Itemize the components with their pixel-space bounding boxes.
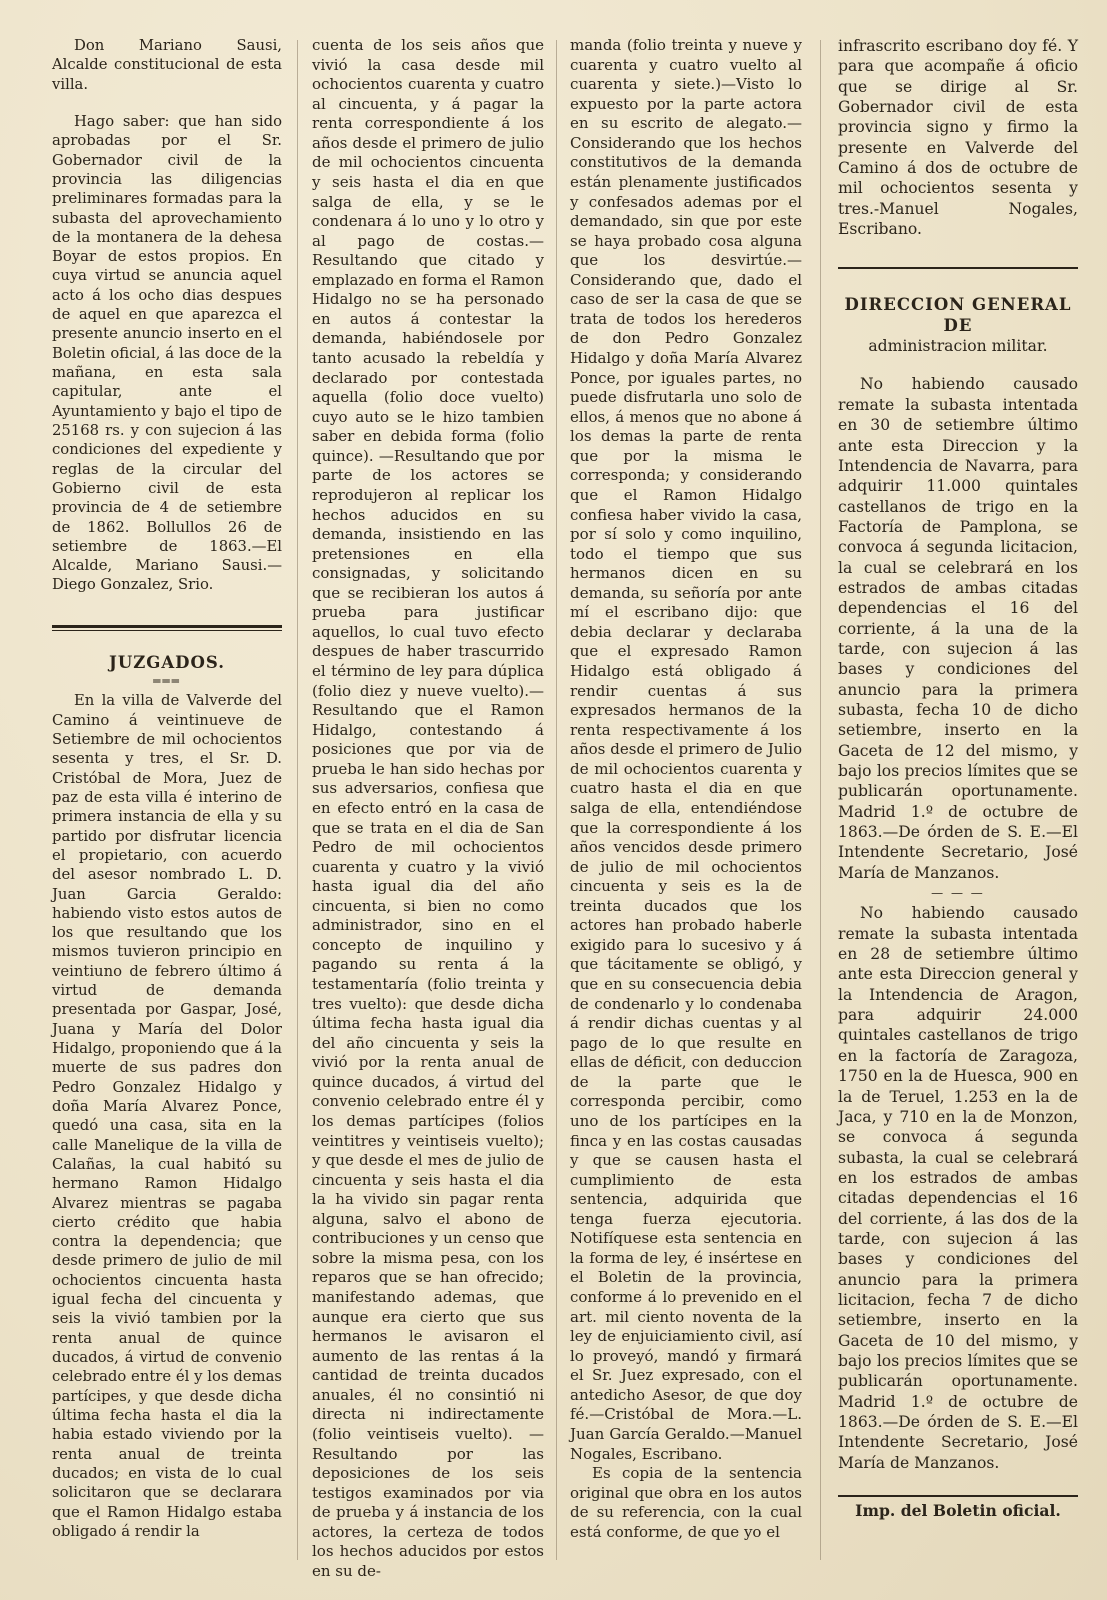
notice-navarra: No habiendo causado remate la subasta intentada en 30 de setiembre último ante esta Direccion y la Intendencia de Navarra, para adquirir 11.000 quintales castellanos de trigo en la Factoría de Pamplona, se convoca á segunda licitacion, la cual se celebrará en los estrados de ambas citadas dependencias el 16 del corriente, á la una de la tarde, con sujecion á las bases y condiciones del anuncio para la primera subasta, fecha 10 de dicho setiembre, inserto en la Gaceta de 12 del mismo, y bajo los precios límites que se publicarán oportunamente. Madrid 1.º de octubre de 1863.—De órden de S. E.—El Intendente Secretario, José María de Manzanos. — [838, 375, 1078, 882]
copy-certification: Es copia de la sentencia original que obra en los autos de su referencia, con la cual está conforme, de que yo el — [570, 1464, 802, 1541]
notice-aragon: No habiendo causado remate la subasta intentada en 28 de setiembre último ante esta Direccion general y la Intendencia de Aragon, para adquirir 24.000 quintales castellanos de trigo en la factoría de Zaragoza, 1750 en la de Huesca, 900 en la de Teruel, 1.253 en la de Jaca, y 710 en la de Monzon, se convoca á segunda subasta, la cual se celebrará en los estrados de ambas citadas dependencias el 16 del corriente, á las dos de la tarde, con sujecion á las bases y condiciones del anuncio para la primera licitacion, fecha 7 de dicho setiembre, inserto en la Gaceta de 10 del mismo, y bajo los precios límites que se publicarán oportunamente. Madrid 1.º de octubre de 1863.—De órden de S. E.—El Intendente Secretario, José María de Manzanos. — [838, 904, 1078, 1472]
certification-closing: infrascrito escribano doy fé. Y para que acompañe á oficio que se dirige al Sr. Gobernador civil de esta provincia signo y firmo la presente en Valverde del Camino á dos de octubre de mil ochocientos sesenta y tres.-Manuel Nogales, Escribano. — [838, 37, 1078, 239]
footer-rule — [838, 1495, 1078, 1497]
printer-imprint: Imp. del Boletin oficial. — [855, 1501, 1061, 1521]
ruling-text-start: En la villa de Valverde del Camino á veintinueve de Setiembre de mil ochocientos sesenta y tres, el Sr. D. Cristóbal de Mora, Juez de paz de esta villa é interino de primera instancia de ella y su partido por disfrutar licencia el propietario, con acuerdo del asesor nombrado L. D. Juan Garcia Geraldo: habiendo visto estos autos de los que resultando que los mismos tuvieron principio en veintiuno de febrero último á virtud de demanda presentada por Gaspar, José, Juana y María del Dolor Hidalgo, proponiendo que á la muerte de sus padres don Pedro Gonzalez Hidalgo y doña María Alvarez Ponce, quedó una casa, sita en la calle Manelique de la villa de Calañas, la cual habitó su hermano Ramon Hidalgo Alvarez mientras se pagaba cierto crédito que habia contra la dependencia; que desde primero de julio de mil ochocientos cincuenta hasta igual fecha del cincuenta y seis la vivió tambien por la renta anual de quince ducados, á virtud de convenio celebrado entre él y los demas partícipes, y que desde dicha última fecha hasta el dia la habia estado viviendo por la renta anual de treinta ducados; en vista de lo cual solicitaron que se declarara que el Ramon Hidalgo estaba obligado á rendir la — [52, 692, 282, 1540]
ruling-text-continued: cuenta de los seis años que vivió la casa desde mil ochocientos cuarenta y cuatro al cincuenta, y á pagar la renta correspondiente á los años desde el primero de julio de mil ochocientos cincuenta y seis hasta el dia en que salga de ella, y se le condenara á lo uno y lo otro y al pago de costas.—Resultando que citado y emplazado en forma el Ramon Hidalgo no se ha personado en autos á contestar la demanda, habiéndosele por tanto acusado la rebeldía y declarado por contestada aquella (folio doce vuelto) cuyo auto se le hizo tambien saber en debida forma (folio quince). —Resultando que por parte de los actores se reprodujeron al replicar los hechos aducidos en su demanda, insistiendo en las pretensiones en ella consignadas, y solicitando que se recibieran los autos á prueba para justificar aquellos, lo cual tuvo efecto despues de haber trascurrido el término de ley para dúplica (folio diez y nueve vuelto).—Resultando que el Ramon Hidalgo, contestando á posiciones que por via de prueba le han sido hechas por sus adversarios, confiesa que en efecto entró en la casa de que se trata en el dia de San Pedro de mil ochocientos cuarenta y cuatro y la vivió hasta igual dia del año cincuenta, si bien no como administrador, sino en el concepto de inquilino y pagando su renta á la testamentaría (folio treinta y tres vuelto): que desde dicha última fecha hasta igual dia del año cincuenta y seis la vivió por la renta anual de quince ducados, á virtud del convenio celebrado entre él y los demas partícipes (folios veintitres y veintiseis vuelto); y que desde el mes de julio de cincuenta y seis hasta el dia la ha vivido sin pagar renta alguna, salvo el abono de contribuciones y un censo que sobre la misma pesa, con los reparos que se han ofrecido; manifestando ademas, que aunque era cierto que sus hermanos le avisaron el aumento de las rentas á la cantidad de treinta ducados anuales, él no consintió ni directa ni indirectamente (folio veintiseis vuelto). —Resultando por las deposiciones de los seis testigos examinados por via de prueba y á instancia de los actores, la certeza de todos los hechos aducidos por estos en su de- — [312, 36, 544, 1580]
section-rule — [838, 267, 1078, 269]
column-divider — [297, 40, 298, 1560]
notice-separator: — — — — [931, 886, 985, 901]
column-1 — [52, 36, 282, 1541]
section-title-juzgados: JUZGADOS. — [109, 652, 225, 672]
section-subtitle: administracion militar. — [868, 337, 1048, 356]
column-divider — [820, 40, 821, 1560]
section-ornament: ═══ — [153, 674, 181, 689]
edict-intro: Don Mariano Sausi, Alcalde constitucional de esta villa. — [52, 37, 282, 93]
edict-body: Hago saber: que han sido aprobadas por el Sr. Gobernador civil de la provincia las diligencias preliminares formadas para la subasta del aprovechamiento de la montanera de la dehesa Boyar de estos propios. En cuya virtud se anuncia aquel acto á los ocho dias despues de aquel en que aparezca el presente anuncio inserto en el Boletin oficial, á las doce de la mañana, en esta sala capitular, ante el Ayuntamiento y bajo el tipo de 25168 rs. y con sujecion á las condiciones del expediente y reglas de la circular del Gobierno civil de esta provincia de 4 de setiembre de 1862. Bollullos 26 de setiembre de 1863.—El Alcalde, Mariano Sausi.—Diego Gonzalez, Srio. — [52, 112, 282, 594]
column-2 — [312, 36, 544, 1581]
section-title-direccion: DIRECCION GENERAL DE — [844, 295, 1072, 335]
ruling-text-end: manda (folio treinta y nueve y cuarenta y cuatro vuelto al cuarenta y siete.)—Visto lo expuesto por la parte actora en su escrito de alegato.—Considerando que los hechos constitutivos de la demanda están plenamente justificados y confesados ademas por el demandado, sin que por este se haya probado cosa alguna que los desvirtúe.—Considerando que, dado el caso de ser la casa de que se trata de todos los herederos de don Pedro Gonzalez Hidalgo y doña María Alvarez Ponce, por iguales partes, no puede disfrutarla uno solo de ellos, á menos que no abone á los demas la parte de renta que por la misma le corresponda; y considerando que el Ramon Hidalgo confiesa haber vivido la casa, por sí solo y como inquilino, todo el tiempo que sus hermanos dicen en su demanda, su señoría por ante mí el escribano dijo: que debia declarar y declaraba que el expresado Ramon Hidalgo está obligado á rendir cuentas á sus expresados hermanos de la renta respectivamente á los años desde el primero de Julio de mil ochocientos cuarenta y cuatro hasta el dia en que salga de ella, entendiéndose que la correspondiente á los años vencidos desde primero de julio de mil ochocientos cincuenta y seis es la de treinta ducados que los actores han probado haberle exigido para lo sucesivo y á que tácitamente se obligó, y que en su consecuencia debia de condenarlo y lo condenaba á rendir dichas cuentas y al pago de lo que resulte en ellas de déficit, con deduccion de la parte que le corresponda percibir, como uno de los partícipes en la finca y en las costas causadas y que se causen hasta el cumplimiento de esta sentencia, adquirida que tenga fuerza ejecutoria. Notifíquese esta sentencia en la forma de ley, é insértese en el Boletin de la provincia, conforme á lo prevenido en el art. mil ciento noventa de la ley de enjuiciamiento civil, así lo proveyó, mandó y firmará el Sr. Juez expresado, con el antedicho Asesor, de que doy fé.—Cristóbal de Mora.—L. Juan García Geraldo.—Manuel Nogales, Escribano. — [570, 36, 802, 1463]
column-3 — [570, 36, 802, 1542]
section-rule — [52, 625, 282, 631]
column-divider — [556, 40, 557, 1560]
column-4 — [838, 36, 1078, 1521]
